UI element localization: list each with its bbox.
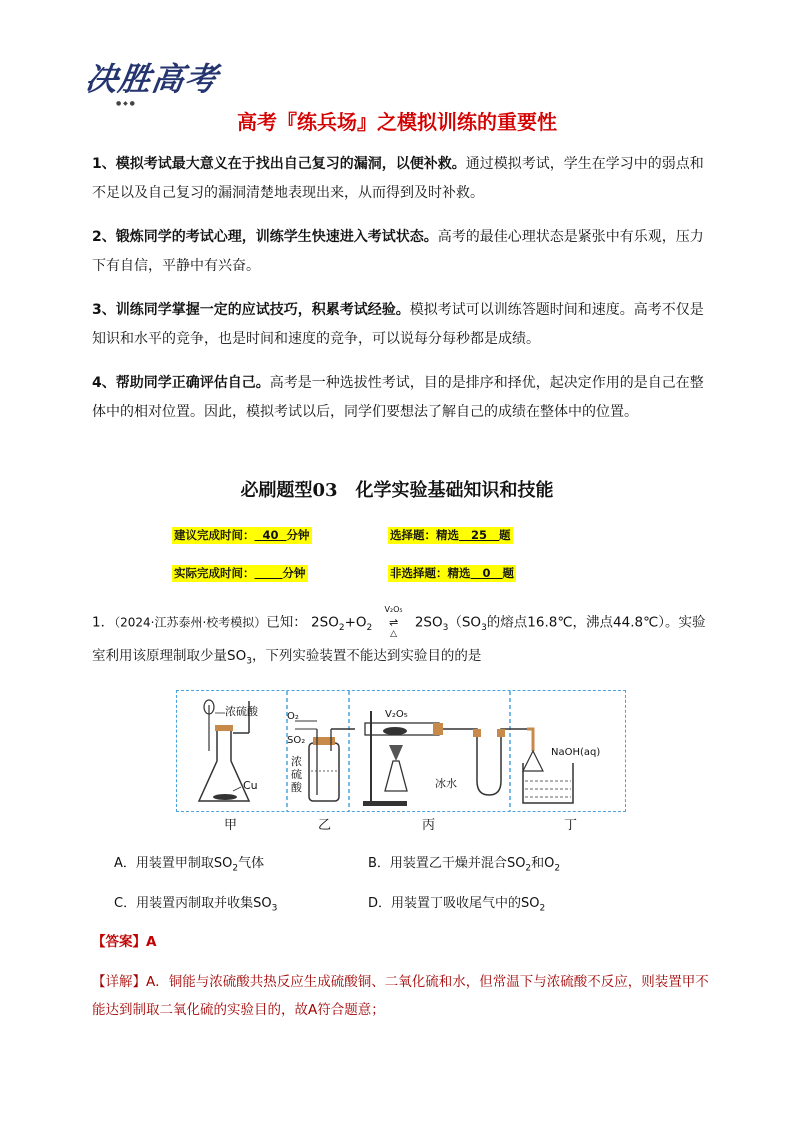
label-naoh: NaOH(aq) [551,747,601,758]
label-v2o5: V₂O₅ [385,709,408,720]
suggested-time: 建议完成时间： 40 分钟 [174,528,310,542]
question-stem: 1．（2024·江苏泰州·校考模拟）已知： $2SO_2+O_2$ V₂O₅ ⇌ △ $2SO_3(SO_3$的熔点16.8℃，沸点44.8℃）。实验室利用该原理制取少量$SO_3$，下列实验装置不能达到实验目的的是 [92,605,706,667]
point-3: 3、训练同学掌握一定的应试技巧，积累考试经验。模拟考试可以训练答题时间和速度。高考不仅是知识和水平的竞争，也是时间和速度的竞争，可以说每分每秒都是成绩。 [92,302,704,347]
detail-explanation: 【详解】A．铜能与浓硫酸共热反应生成硫酸铜、二氧化硫和水，但常温下与浓硫酸不反应，则装置甲不能达到制取二氧化硫的实验目的，故A符合题意； [92,974,709,1018]
apparatus-figure [176,690,626,812]
point-2: 2、锻炼同学的考试心理，训练学生快速进入考试状态。高考的最佳心理状态是紧张中有乐观，压力下有自信，平静中有兴奋。 [92,229,704,274]
caption-bing: 丙 [422,818,436,833]
caption-ding: 丁 [564,818,578,833]
option-c: C．用装置丙制取并收集$SO_3$ [114,896,278,914]
caption-jia: 甲 [224,818,238,833]
choice-count: 选择题：精选 25 题 [390,528,511,542]
document-title: 高考『练兵场』之模拟训练的重要性 [237,110,557,134]
point-1: 1、模拟考试最大意义在于找出自己复习的漏洞，以便补救。通过模拟考试，学生在学习中的弱点和不足以及自己复习的漏洞清楚地表现出来，从而得到及时补救。 [92,156,704,201]
label-o2: O₂ [287,711,299,722]
label-so2: SO₂ [287,735,306,746]
point-4: 4、帮助同学正确评估自己。高考是一种选拔性考试，目的是排序和择优，起决定作用的是自己在整体中的相对位置。因此，模拟考试以后，同学们要想法了解自己的成绩在整体中的位置。 [92,375,704,420]
label-cu: Cu [243,779,258,792]
logo-decoration: ● ◆ ● [116,100,135,107]
caption-yi: 乙 [318,818,332,833]
option-d: D．用装置丁吸收尾气中的$SO_2$ [368,896,546,914]
actual-time: 实际完成时间： 分钟 [174,566,306,580]
option-a: A．用装置甲制取$SO_2$气体 [114,856,265,874]
answer: 【答案】A [92,934,157,950]
label-conc-acid: 浓硫酸 [225,705,258,718]
label-conc-acid-vertical: 浓硫酸 [291,755,302,794]
nonchoice-count: 非选择题：精选 0 题 [390,566,515,580]
section-title: 必刷题型03 化学实验基础知识和技能 [240,480,554,501]
label-ice-water: 冰水 [435,777,457,790]
option-b: B．用装置乙干燥并混合$SO_2$和$O_2$ [368,856,561,874]
logo-text: 决胜高考 [83,60,221,98]
